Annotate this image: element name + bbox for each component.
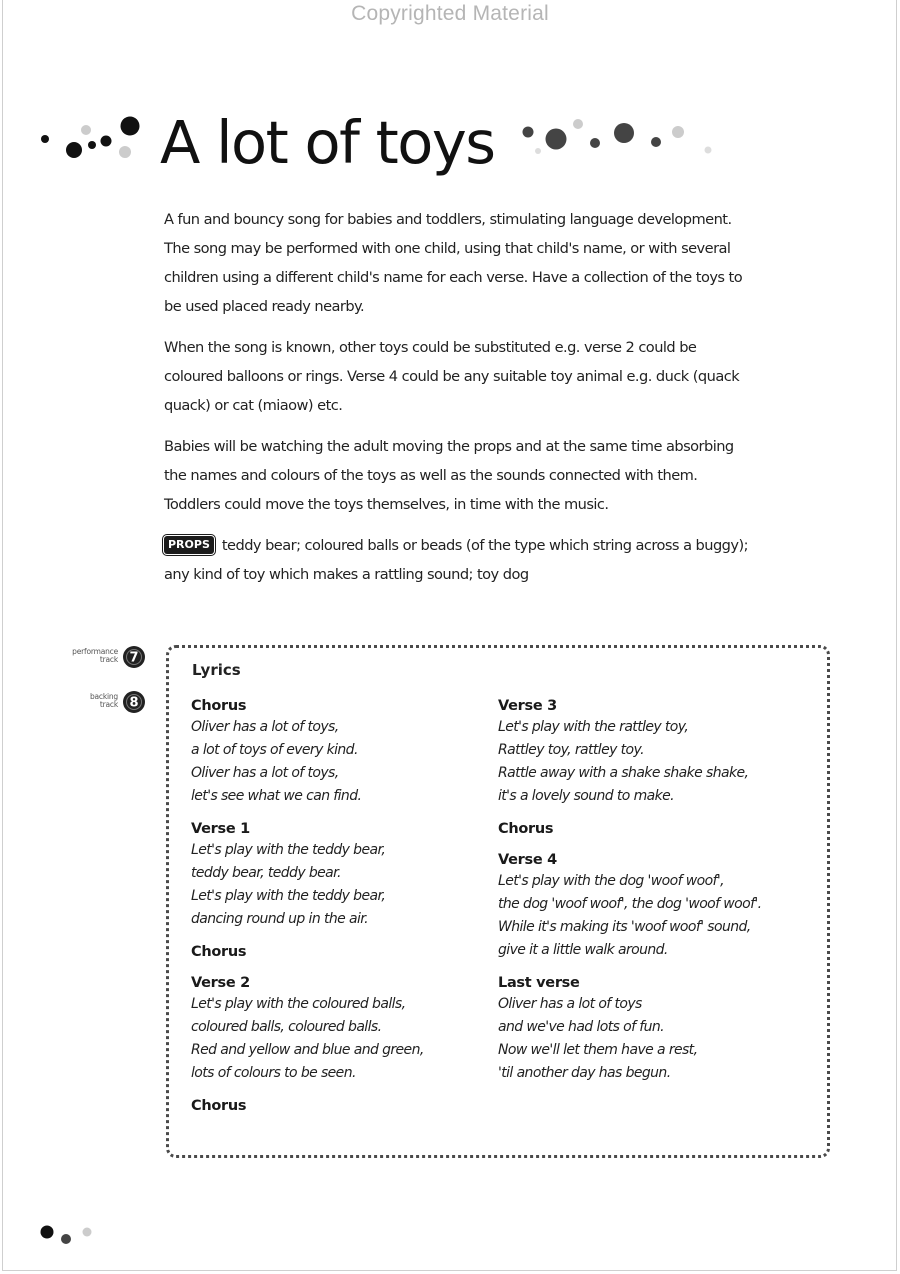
lyrics-verse bbox=[498, 696, 808, 808]
lyric-line: coloured balls, coloured balls. bbox=[191, 1019, 382, 1035]
intro-paragraph-1: A fun and bouncy song for babies and toddlers, stimulating language development. The song may be performed with one child, using that child's name, or with several children using a different child's name for each verse. Have a collection of the toys to be used placed ready nearby. bbox=[164, 211, 743, 315]
performance-track-indicator bbox=[62, 645, 146, 669]
backing-track-indicator bbox=[62, 690, 146, 714]
lyric-line: teddy bear, teddy bear. bbox=[191, 865, 341, 881]
verse-lines bbox=[191, 716, 501, 808]
lyric-line: dancing round up in the air. bbox=[191, 911, 368, 927]
verse-heading: Verse 2 bbox=[191, 975, 250, 991]
cd-track-8-icon bbox=[122, 690, 146, 714]
lyrics-verse bbox=[498, 973, 808, 1085]
lyric-line: lots of colours to be seen. bbox=[191, 1065, 356, 1081]
lyric-line: Rattley toy, rattley toy. bbox=[498, 742, 644, 758]
props-paragraph bbox=[164, 531, 754, 589]
lyrics-verse bbox=[191, 696, 501, 808]
verse-lines bbox=[498, 993, 808, 1085]
title-dots-right-decoration bbox=[518, 114, 718, 164]
page-title: A lot of toys bbox=[160, 108, 495, 177]
lyrics-verse bbox=[498, 850, 808, 962]
lyric-line: Oliver has a lot of toys bbox=[498, 996, 642, 1012]
lyric-line: Rattle away with a shake shake shake, bbox=[498, 765, 749, 781]
lyric-line: Let's play with the dog 'woof woof', bbox=[498, 873, 724, 889]
verse-lines bbox=[498, 870, 808, 962]
lyric-line: and we've had lots of fun. bbox=[498, 1019, 664, 1035]
lyric-line: While it's making its 'woof woof' sound, bbox=[498, 919, 751, 935]
lyrics-verse bbox=[191, 973, 501, 1085]
lyrics-left-column bbox=[191, 696, 501, 1127]
lyrics-heading: Lyrics bbox=[192, 661, 241, 679]
lyric-line: Let's play with the coloured balls, bbox=[191, 996, 406, 1012]
verse-heading: Verse 1 bbox=[191, 821, 250, 837]
intro-paragraph-2: When the song is known, other toys could be substituted e.g. verse 2 could be coloured balloons or rings. Verse 4 could be any suitable toy animal e.g. duck (quack quack) or cat (miaow) etc. bbox=[164, 339, 740, 414]
lyric-line: Oliver has a lot of toys, bbox=[191, 765, 339, 781]
verse-lines bbox=[191, 839, 501, 931]
lyric-line: 'til another day has begun. bbox=[498, 1065, 671, 1081]
lyric-line: a lot of toys of every kind. bbox=[191, 742, 358, 758]
verse-heading: Verse 3 bbox=[498, 698, 557, 714]
verse-heading: Chorus bbox=[498, 821, 554, 837]
lyric-line: Let's play with the teddy bear, bbox=[191, 842, 386, 858]
verse-heading: Chorus bbox=[191, 1098, 247, 1114]
watermark: Copyrighted Material bbox=[351, 2, 549, 25]
lyric-line: the dog 'woof woof', the dog 'woof woof'. bbox=[498, 896, 762, 912]
lyrics-right-column bbox=[498, 696, 808, 1096]
verse-heading: Verse 4 bbox=[498, 852, 557, 868]
lyrics-verse bbox=[191, 1096, 501, 1116]
intro-text bbox=[164, 205, 754, 601]
verse-lines bbox=[498, 716, 808, 808]
lyric-line: Now we'll let them have a rest, bbox=[498, 1042, 698, 1058]
lyric-line: Let's play with the teddy bear, bbox=[191, 888, 386, 904]
lyrics-verse bbox=[191, 942, 501, 962]
lyric-line: Let's play with the rattley toy, bbox=[498, 719, 689, 735]
lyric-line: give it a little walk around. bbox=[498, 942, 668, 958]
verse-lines bbox=[191, 993, 501, 1085]
track-number: 8 bbox=[129, 695, 139, 711]
title-dots-left-decoration bbox=[36, 112, 154, 164]
props-text: teddy bear; coloured balls or beads (of the type which string across a buggy); any kind of toy which makes a rattling sound; toy dog bbox=[164, 537, 748, 583]
props-badge: PROPS bbox=[164, 536, 214, 554]
footer-dots-decoration bbox=[38, 1222, 98, 1246]
lyrics-verse bbox=[191, 819, 501, 931]
intro-paragraph-3: Babies will be watching the adult moving the props and at the same time absorbing the names and colours of the toys as well as the sounds connected with them. Toddlers could move the toys themselves, in time with the music. bbox=[164, 438, 734, 513]
lyric-line: Oliver has a lot of toys, bbox=[191, 719, 339, 735]
lyric-line: it's a lovely sound to make. bbox=[498, 788, 675, 804]
track-number: 7 bbox=[129, 650, 139, 666]
verse-heading: Chorus bbox=[191, 944, 247, 960]
backing-track-label: backing track bbox=[89, 692, 118, 709]
lyrics-verse bbox=[498, 819, 808, 839]
lyric-line: Red and yellow and blue and green, bbox=[191, 1042, 424, 1058]
verse-heading: Last verse bbox=[498, 975, 580, 991]
lyric-line: let's see what we can find. bbox=[191, 788, 362, 804]
verse-heading: Chorus bbox=[191, 698, 247, 714]
cd-track-7-icon bbox=[122, 645, 146, 669]
performance-track-label: performance track bbox=[72, 647, 118, 664]
